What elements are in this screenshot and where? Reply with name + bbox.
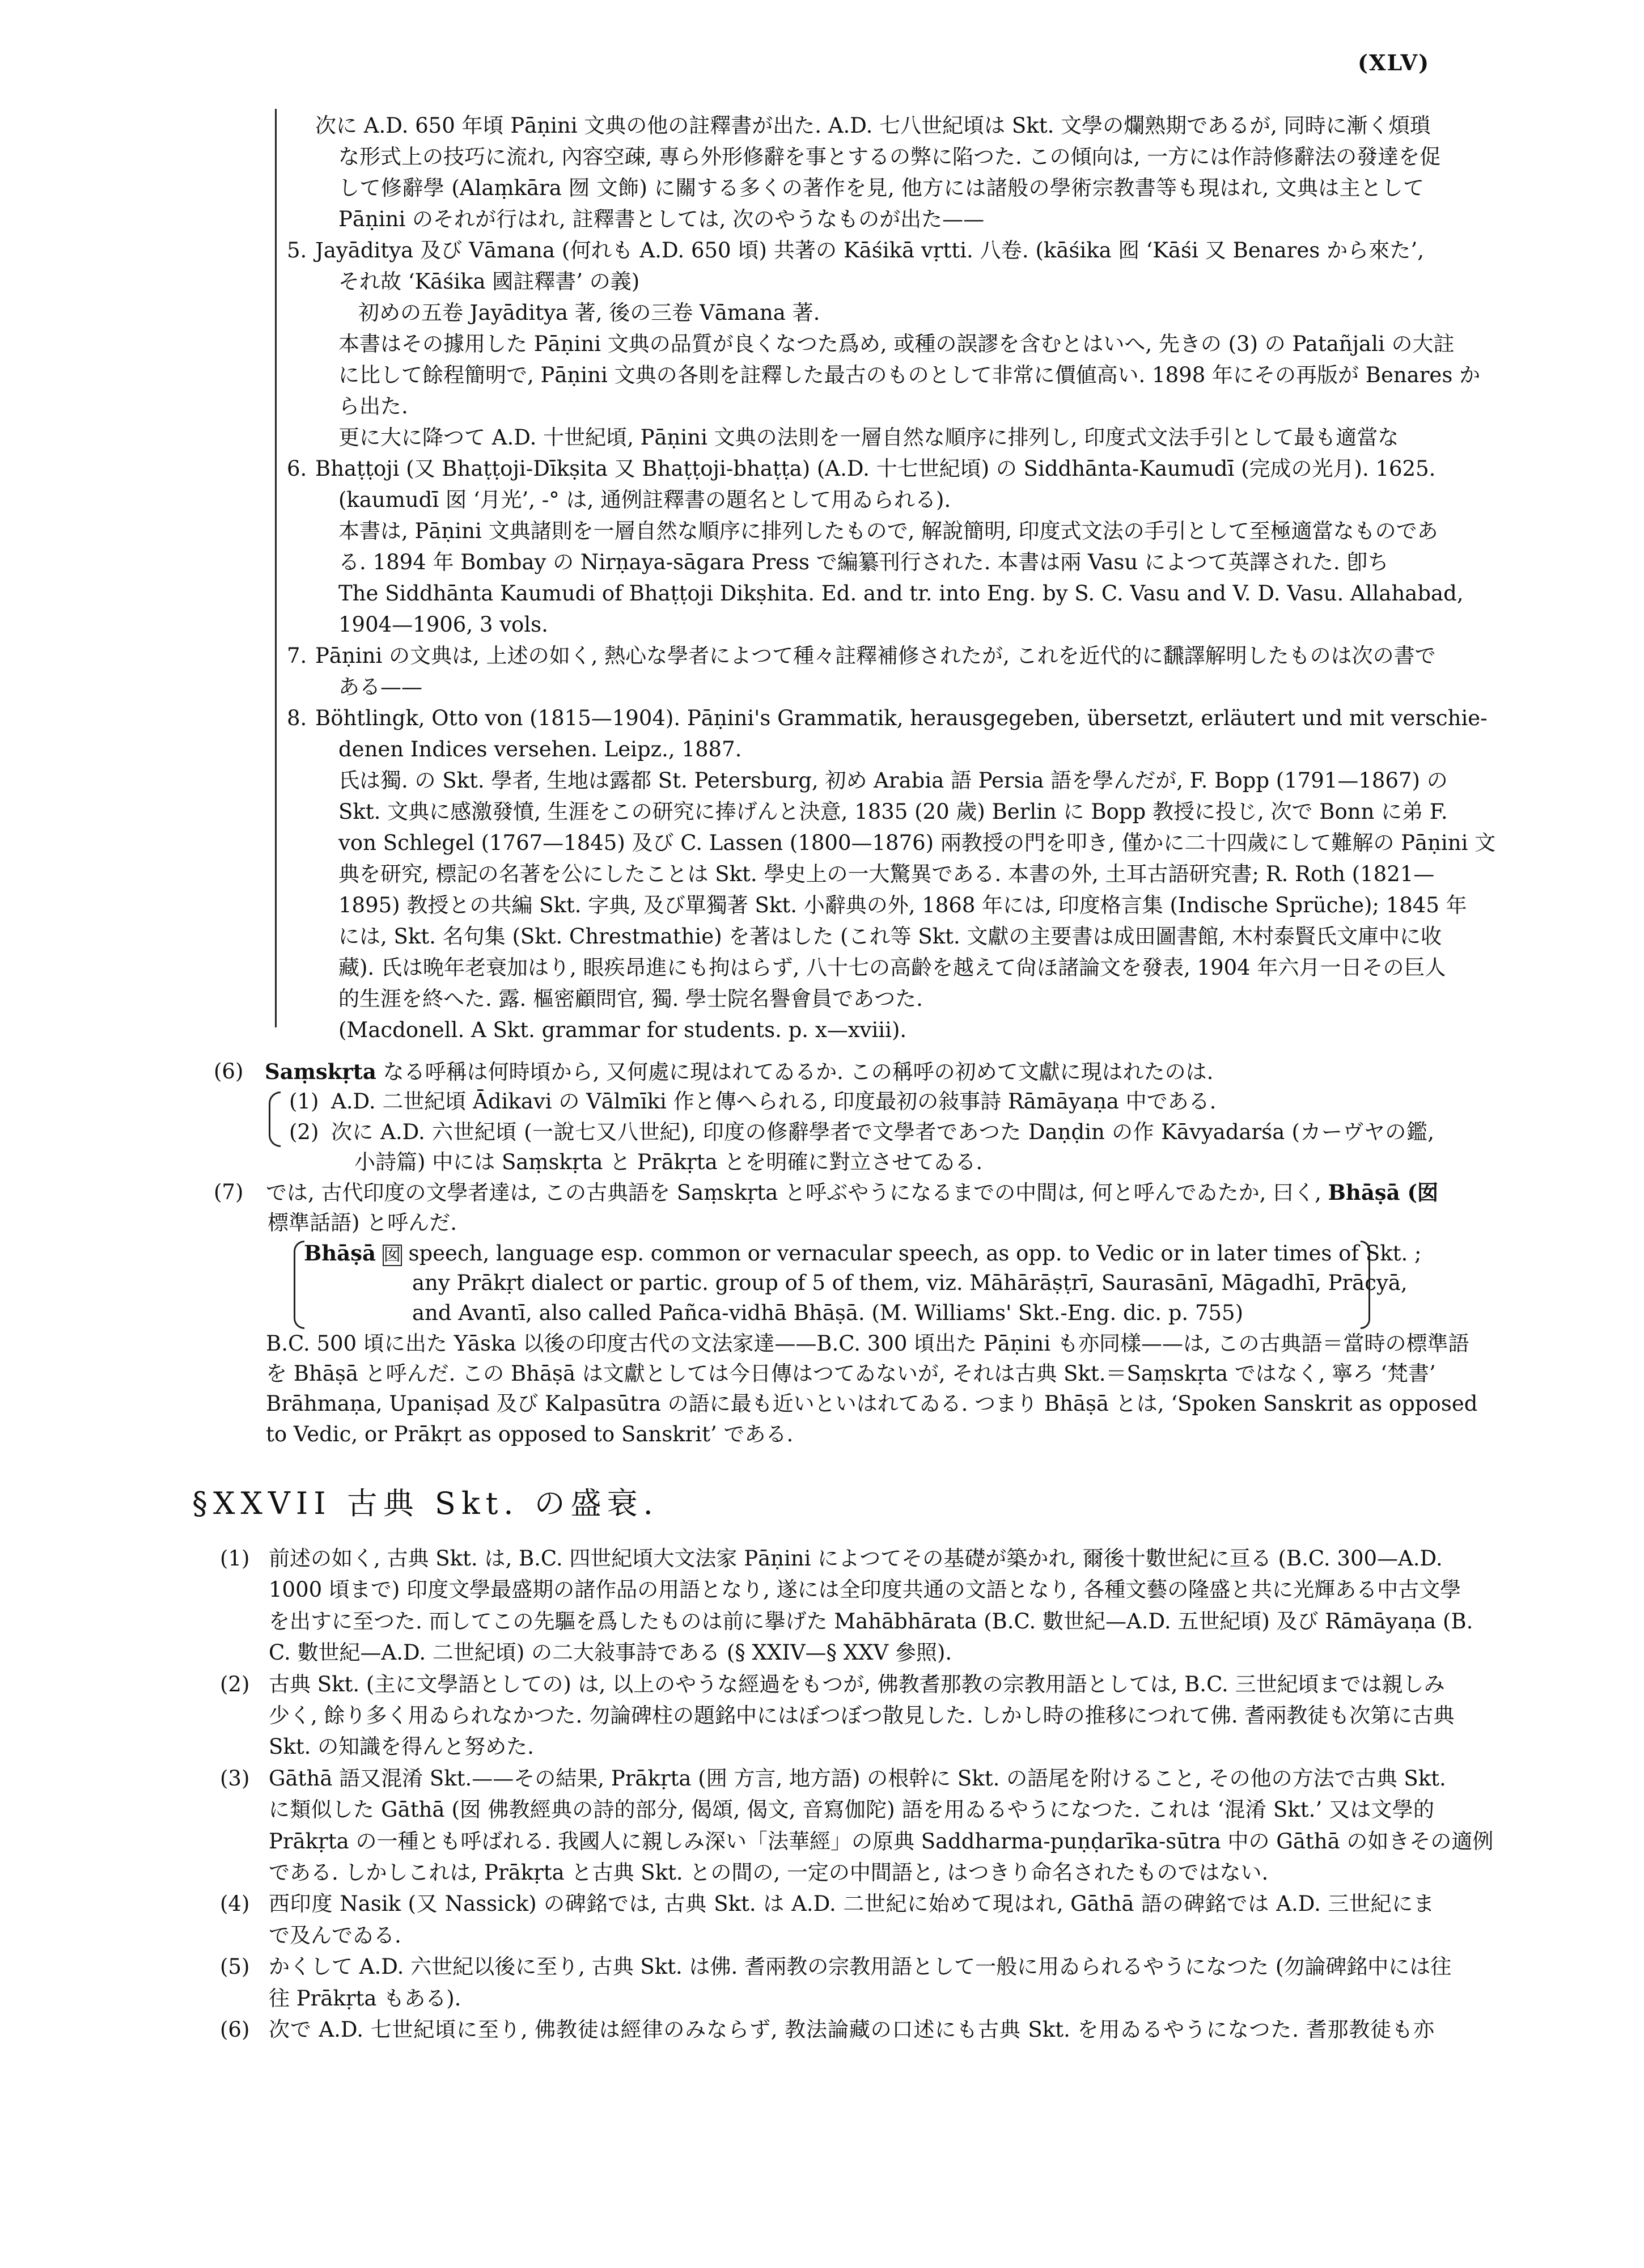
text: では, 古代印度の文學者達は, この古典語を Saṃskṛta と呼ぶやうになるまでの中間は, 何と呼んでゐたか, 曰く, xyxy=(266,1180,1321,1205)
text-line: Brāhmaṇa, Upaniṣad 及び Kalpasūtra の語に最も近いといはれてゐる. つまり Bhāṣā とは, ‘Spoken Sanskrit as opposed xyxy=(266,1391,1478,1416)
text-line: 本書はその據用した Pāṇini 文典の品質が良くなつた爲め, 或種の誤謬を含むとはいへ, 先きの (3) の Patañjali の大註 xyxy=(338,332,1455,356)
text-line: 更に大に降つて A.D. 十世紀頃, Pāṇini 文典の法則を一層自然な順序に排列し, 印度式文法手引として最も適當な xyxy=(338,425,1399,450)
item-number: (6) xyxy=(220,2017,250,2042)
text-line: Bhaṭṭoji (又 Bhaṭṭoji-Dīkṣita 又 Bhaṭṭoji-bhaṭṭa) (A.D. 十七世紀頃) の Siddhānta-Kaumudī (完成の光月). 1625. xyxy=(315,456,1436,481)
text-line: 藏). 氏は晩年老衰加はり, 眼疾昂進にも拘はらず, 八十七の高齡を越えて尙ほ諸論文を發表, 1904 年六月一日その巨人 xyxy=(338,955,1446,980)
text-line: von Schlegel (1767—1845) 及び C. Lassen (1800—1876) 兩教授の門を叩き, 僅かに二十四歲にして難解の Pāṇini 文 xyxy=(338,831,1496,855)
text-line: 初めの五卷 Jayāditya 著, 後の三卷 Vāmana 著. xyxy=(358,301,820,325)
margin-rule xyxy=(275,109,277,1027)
text-line: Böhtlingk, Otto von (1815—1904). Pāṇini's Grammatik, herausgegeben, übersetzt, erläutert und mit verschie- xyxy=(315,706,1488,730)
definition-line: any Prākṛt dialect or partic. group of 5 of them, viz. Māhārāṣṭrī, Saurasānī, Māgadhī, Prācyā, xyxy=(412,1271,1408,1295)
term: Bhāṣā (囡 xyxy=(1328,1180,1438,1205)
text-line: 前述の如く, 古典 Skt. は, B.C. 四世紀頃大文法家 Pāṇini によつてその基礎が築かれ, 爾後十數世紀に亘る (B.C. 300—A.D. xyxy=(269,1546,1443,1571)
item-number: (1) xyxy=(289,1089,319,1114)
text-line: 標準話語) と呼んだ. xyxy=(268,1211,457,1235)
item-number: (2) xyxy=(289,1120,319,1144)
term: Saṃskṛta xyxy=(265,1059,376,1084)
definition-line xyxy=(304,1238,1422,1268)
text-line: 本書は, Pāṇini 文典諸則を一層自然な順序に排列したもので, 解說簡明, 印度式文法の手引として至極適當なものであ xyxy=(338,519,1438,543)
text: speech, language esp. common or vernacular speech, as opp. to Vedic or in later times of Skt. ; xyxy=(408,1241,1422,1266)
text-line: Prākṛta の一種とも呼ばれる. 我國人に親しみ深い「法華經」の原典 Saddharma-puṇḍarīka-sūtra 中の Gāthā の如きその適例 xyxy=(269,1829,1494,1854)
definition-line: and Avantī, also called Pañca-vidhā Bhāṣā. (M. Williams' Skt.-Eng. dic. p. 755) xyxy=(412,1301,1243,1325)
text-line: 1904—1906, 3 vols. xyxy=(338,612,548,637)
item-number: (7) xyxy=(214,1180,244,1204)
text-line: to Vedic, or Prākṛt as opposed to Sanskrit’ である. xyxy=(266,1422,794,1446)
text-line: る. 1894 年 Bombay の Nirṇaya-sāgara Press で編纂刊行された. 本書は兩 Vasu によつて英譯された. 卽ち xyxy=(338,550,1389,574)
text-line: 1000 頃まで) 印度文學最盛期の諸作品の用語となり, 遂には全印度共通の文語となり, 各種文藝の隆盛と共に光輝ある中古文學 xyxy=(269,1577,1461,1602)
text-line: 西印度 Nasik (又 Nassick) の碑銘では, 古典 Skt. は A.D. 二世紀に始めて現はれ, Gāthā 語の碑銘では A.D. 三世紀にま xyxy=(269,1892,1434,1916)
section-title: §XXVII 古典 Skt. の盛衰. xyxy=(192,1486,659,1521)
text-line: Pāṇini のそれが行はれ, 註釋書としては, 次のやうなものが出た—— xyxy=(338,207,985,231)
page-number: (XLV) xyxy=(1358,50,1430,75)
gender-mark: 囡 xyxy=(383,1245,401,1265)
text-line: ある—— xyxy=(338,675,422,699)
item-number: 5. xyxy=(287,238,307,263)
text-line: に比して餘程簡明で, Pāṇini 文典の各則を註釋した最古のものとして非常に價値高い. 1898 年にその再版が Benares か xyxy=(338,363,1481,387)
item-number: (6) xyxy=(214,1059,244,1084)
text-line: に類似した Gāthā (囡 佛教經典の詩的部分, 偈頌, 偈文, 音寫伽陀) 語を用ゐるやうになつた. これは ‘混淆 Skt.’ 又は文學的 xyxy=(269,1797,1434,1822)
text-line: それ故 ‘Kāśika 國註釋書’ の義) xyxy=(338,269,640,294)
text-line: 次に A.D. 六世紀頃 (一說七又八世紀), 印度の修辭學者で文學者であつた Daṇḍin の作 Kāvyadarśa (カーヴヤの鑑, xyxy=(331,1120,1434,1144)
text-line: 氏は獨. の Skt. 學者, 生地は露都 St. Petersburg, 初め Arabia 語 Persia 語を學んだが, F. Bopp (1791—1867) の xyxy=(338,768,1448,793)
text-line: で及んでゐる. xyxy=(269,1923,401,1948)
text-line: 1895) 教授との共編 Skt. 字典, 及び單獨著 Skt. 小辭典の外, 1868 年には, 印度格言集 (Indische Sprüche); 1845 年 xyxy=(338,893,1467,917)
text-line: The Siddhānta Kaumudi of Bhaṭṭoji Dikṣhita. Ed. and tr. into Eng. by S. C. Vasu and V. D. Vasu. Allahabad, xyxy=(338,581,1464,606)
text-line: Pāṇini の文典は, 上述の如く, 熱心な學者によつて種々註釋補修されたが, これを近代的に飜譯解明したものは次の書で xyxy=(315,644,1436,668)
text-line: (Macdonell. A Skt. grammar for students. p. x—xviii). xyxy=(338,1018,907,1042)
text-line: Jayāditya 及び Vāmana (何れも A.D. 650 頃) 共著の Kāśikā vṛtti. 八卷. (kāśika 囮 ‘Kāśi 又 Benares から來た’, xyxy=(315,238,1424,263)
text-line: Gāthā 語又混淆 Skt.——その結果, Prākṛta (囲 方言, 地方語) の根幹に Skt. の語尾を附けること, その他の方法で古典 Skt. xyxy=(269,1766,1446,1791)
text-line: 次に A.D. 650 年頃 Pāṇini 文典の他の註釋書が出た. A.D. 七八世紀頃は Skt. 文學の爛熟期であるが, 同時に漸く煩瑣 xyxy=(315,113,1431,138)
text-line xyxy=(265,1056,1213,1087)
text-line: 少く, 餘り多く用ゐられなかつた. 勿論碑柱の題銘中にはぼつぼつ散見した. しかし時の推移につれて佛. 耆兩教徒も次第に古典 xyxy=(269,1703,1455,1728)
text-line: を出すに至つた. 而してこの先驅を爲したものは前に擧げた Mahābhārata (B.C. 數世紀—A.D. 五世紀頃) 及び Rāmāyaṇa (B. xyxy=(269,1609,1473,1634)
text-line: A.D. 二世紀頃 Ādikavi の Vālmīki 作と傳へられる, 印度最初の敍事詩 Rāmāyaṇa 中である. xyxy=(331,1089,1217,1114)
text-line: 典を研究, 標記の名著を公にしたことは Skt. 學史上の一大驚異である. 本書の外, 土耳古語研究書; R. Roth (1821— xyxy=(338,862,1435,886)
brace xyxy=(269,1091,281,1147)
item-number: 8. xyxy=(287,706,307,730)
text-line xyxy=(266,1177,1438,1208)
text-line: 次で A.D. 七世紀頃に至り, 佛教徒は經律のみならず, 教法論藏の口述にも古典 Skt. を用ゐるやうになつた. 耆那教徒も亦 xyxy=(269,2017,1434,2042)
text-line: 的生涯を終へた. 露. 樞密顧問官, 獨. 學士院名譽會員であつた. xyxy=(338,987,923,1011)
text-line: C. 數世紀—A.D. 二世紀頃) の二大敍事詩である (§ XXIV—§ XXV 參照). xyxy=(269,1640,952,1665)
item-number: (5) xyxy=(220,1954,250,1979)
text-line: B.C. 500 頃に出た Yāska 以後の印度古代の文法家達——B.C. 300 頃出た Pāṇini も亦同樣——は, この古典語＝當時の標準語 xyxy=(266,1331,1469,1356)
text-line: である. しかしこれは, Prākṛta と古典 Skt. との間の, 一定の中間語と, はつきり命名されたものではない. xyxy=(269,1860,1269,1885)
text-line: かくして A.D. 六世紀以後に至り, 古典 Skt. は佛. 耆兩教の宗教用語として一般に用ゐられるやうになつた (勿論碑銘中には往 xyxy=(269,1954,1452,1979)
text: なる呼稱は何時頃から, 又何處に現はれてゐるか. この稱呼の初めて文獻に現はれたのは. xyxy=(383,1060,1214,1084)
term: Bhāṣā xyxy=(304,1241,376,1266)
item-number: (2) xyxy=(220,1672,250,1696)
item-number: (3) xyxy=(220,1766,250,1791)
text-line: denen Indices versehen. Leipz., 1887. xyxy=(338,737,742,761)
text-line: な形式上の技巧に流れ, 內容空疎, 專ら外形修辭を事とするの弊に陷つた. この傾向は, 一方には作詩修辭法の發達を促 xyxy=(338,145,1441,169)
text-line: して修辭學 (Alaṃkāra 囫 文飾) に關する多くの著作を見, 他方には諸般の學術宗教書等も現はれ, 文典は主として xyxy=(338,176,1424,200)
item-number: 6. xyxy=(287,456,307,481)
text-line: には, Skt. 名句集 (Skt. Chrestmathie) を著はした (これ等 Skt. 文獻の主要書は成田圖書館, 木村泰賢氏文庫中に收 xyxy=(338,924,1442,949)
text-line: Skt. の知識を得んと努めた. xyxy=(269,1734,534,1759)
text-line: 古典 Skt. (主に文學語としての) は, 以上のやうな經過をもつが, 佛教耆那教の宗教用語としては, B.C. 三世紀頃までは親しみ xyxy=(269,1672,1445,1696)
text-line: ら出た. xyxy=(338,394,408,418)
text-line: (kaumudī 囡 ‘月光’, -° は, 通例註釋書の題名として用ゐられる). xyxy=(338,488,951,512)
text-line: を Bhāṣā と呼んだ. この Bhāṣā は文獻としては今日傳はつてゐないが, それは古典 Skt.＝Saṃskṛta ではなく, 寧ろ ‘梵書’ xyxy=(266,1361,1436,1386)
text-line: Skt. 文典に感激發憤, 生涯をこの研究に捧げんと決意, 1835 (20 歲) Berlin に Bopp 教授に投じ, 次で Bonn に弟 F. xyxy=(338,799,1448,824)
item-number: (4) xyxy=(220,1892,250,1916)
brace xyxy=(294,1241,304,1329)
item-number: (1) xyxy=(220,1546,250,1571)
item-number: 7. xyxy=(287,644,307,668)
text-line: 小詩篇) 中には Saṃskṛta と Prākṛta とを明確に對立させてゐる. xyxy=(354,1150,983,1174)
text-line: 往 Prākṛta もある). xyxy=(269,1986,461,2011)
